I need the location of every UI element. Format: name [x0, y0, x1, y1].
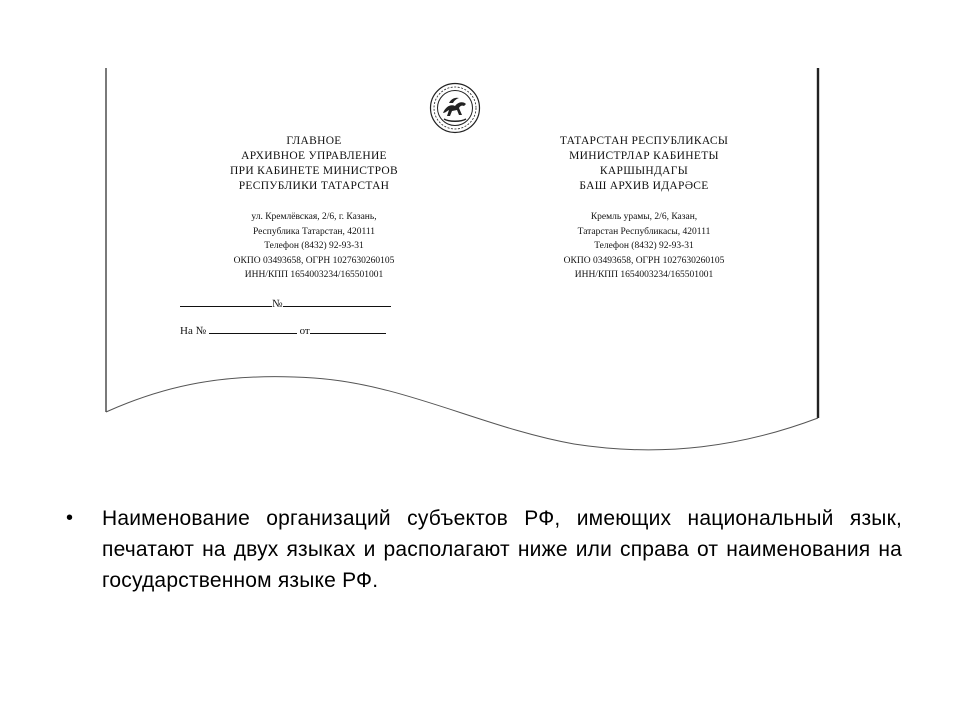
tatarstan-coat-of-arms-icon — [429, 82, 481, 134]
left-org-line: АРХИВНОЕ УПРАВЛЕНИЕ — [241, 150, 387, 162]
left-address-line: ИНН/КПП 1654003234/165501001 — [244, 270, 384, 280]
left-address-line: Телефон (8432) 92-93-31 — [264, 241, 364, 251]
reference-prefix: На № — [180, 325, 207, 337]
left-org-line: ПРИ КАБИНЕТЕ МИНИСТРОВ — [230, 165, 398, 177]
right-org-line: МИНИСТРЛАР КАБИНЕТЫ — [569, 150, 719, 162]
reference-number-blank — [209, 322, 297, 334]
right-address-line: Кремль урамы, 2/6, Казан, — [590, 212, 698, 222]
date-blank — [180, 295, 272, 307]
right-address-line: Татарстан Республикасы, 420111 — [577, 226, 711, 237]
left-address-line: ул. Кремлёвская, 2/6, г. Казань, — [251, 212, 377, 222]
right-org-name — [499, 134, 789, 194]
right-address-line: ИНН/КПП 1654003234/165501001 — [574, 270, 714, 280]
right-org-line: ТАТАРСТАН РЕСПУБЛИКАСЫ — [559, 135, 729, 147]
left-column-russian — [164, 134, 464, 283]
right-address-block — [499, 210, 789, 283]
left-org-line: РЕСПУБЛИКИ ТАТАРСТАН — [238, 180, 390, 192]
bullet-marker: • — [66, 507, 74, 529]
reference-from-label: от — [299, 325, 310, 337]
reference-line — [180, 322, 386, 337]
number-sign: № — [272, 298, 283, 310]
left-address-line: Республика Татарстан, 420111 — [252, 226, 376, 237]
left-address-block — [164, 210, 464, 283]
right-org-line: БАШ АРХИВ ИДАРӘСЕ — [579, 180, 709, 192]
letterhead-sample — [104, 66, 824, 456]
reference-date-blank — [310, 322, 386, 334]
right-address-line: ОКПО 03493658, ОГРН 1027630260105 — [563, 255, 725, 266]
left-org-line: ГЛАВНОЕ — [286, 135, 342, 147]
registration-number-line — [180, 295, 391, 310]
right-column-tatar — [499, 134, 789, 283]
right-address-line: Телефон (8432) 92-93-31 — [594, 241, 694, 251]
number-blank — [283, 295, 391, 307]
right-org-line: КАРШЫНДАГЫ — [599, 165, 689, 177]
bullet-point — [66, 503, 902, 596]
bullet-text: Наименование организаций субъектов РФ, имеющих национальный язык, печатают на двух языках и располагают ниже или справа от наименования на государственном языке РФ. — [102, 507, 902, 592]
left-org-name — [164, 134, 464, 194]
left-address-line: ОКПО 03493658, ОГРН 1027630260105 — [233, 255, 395, 266]
